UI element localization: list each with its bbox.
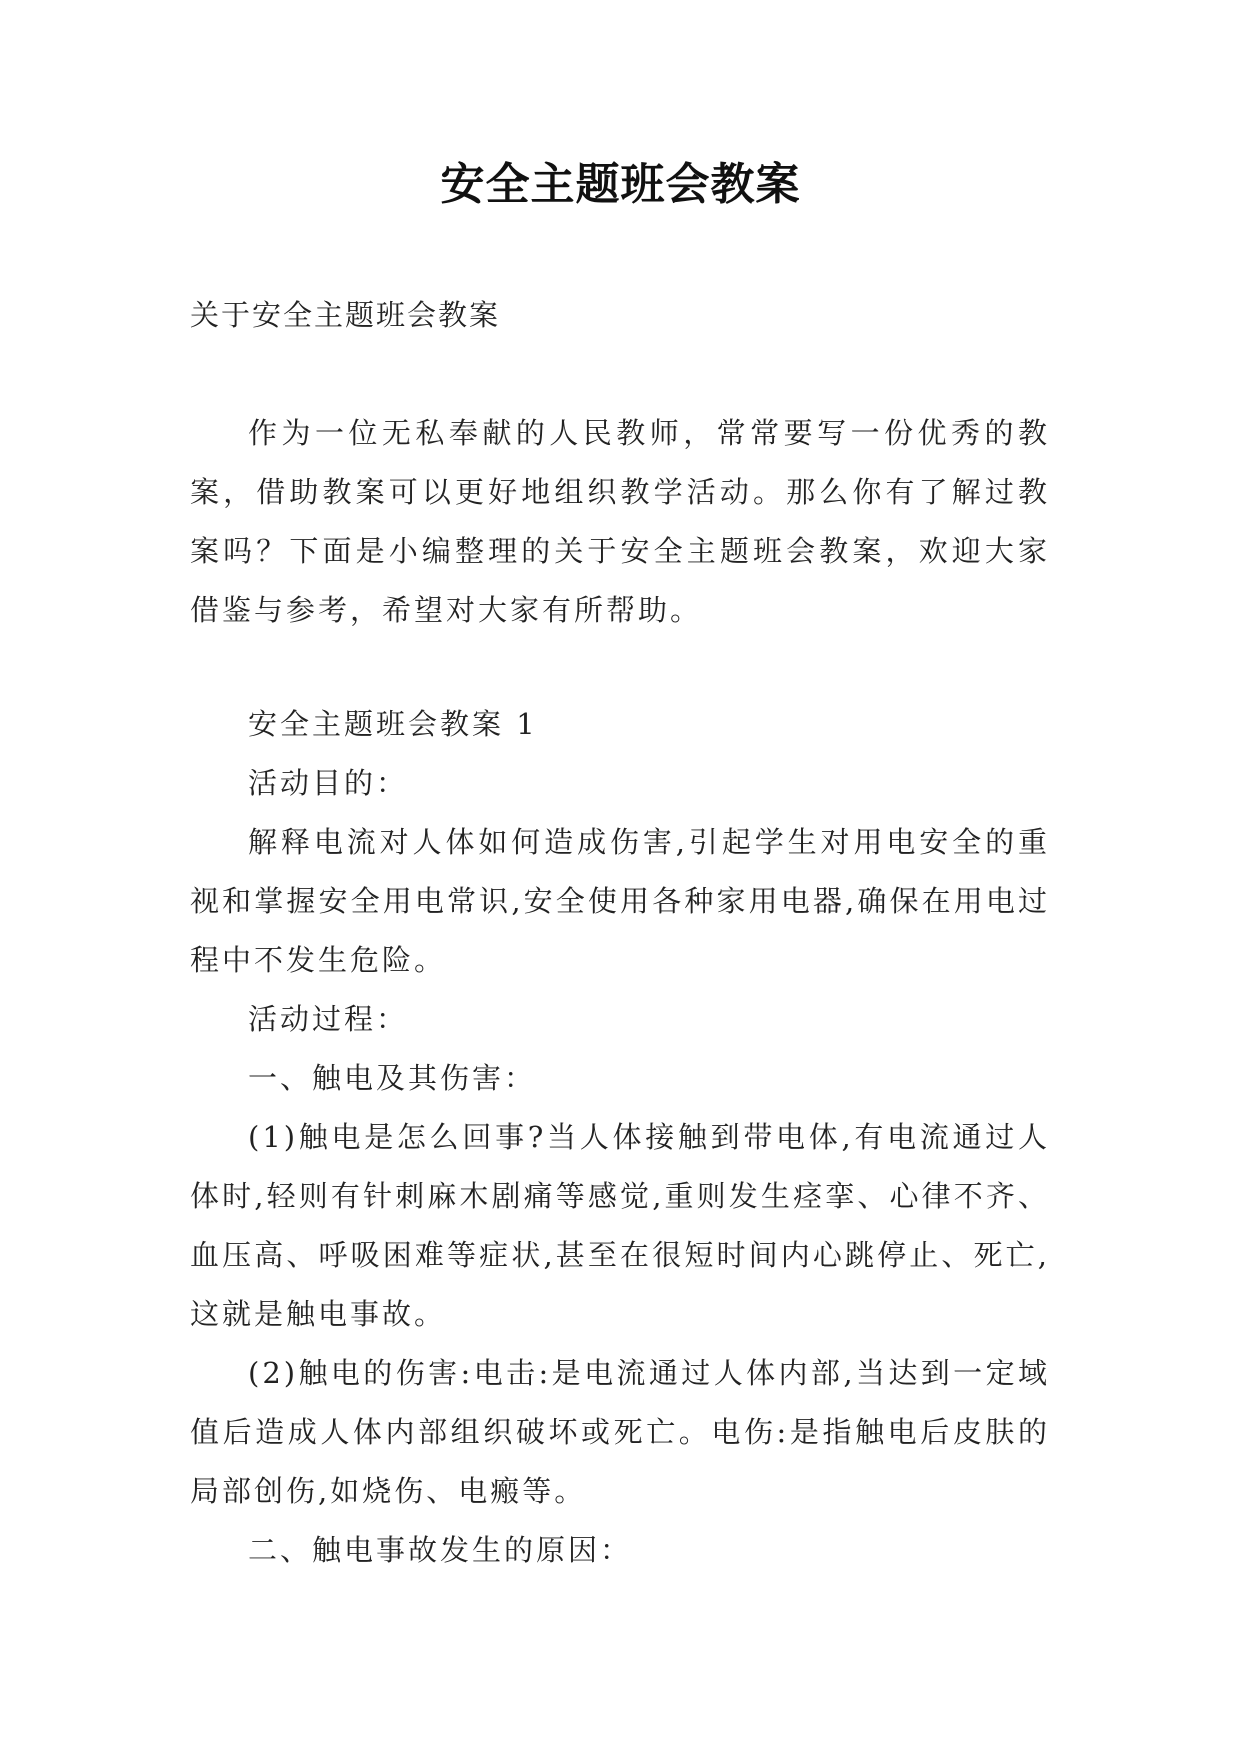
process-label: 活动过程： [248,1002,409,1036]
part1-heading: 一、触电及其伤害： [248,1061,537,1095]
goal-paragraph: 解释电流对人体如何造成伤害,引起学生对用电安全的重视和掌握安全用电常识,安全使用各种家用电器,确保在用电过程中不发生危险。 [190,825,1050,977]
document-title: 安全主题班会教案 [440,159,801,210]
document-subtitle: 关于安全主题班会教案 [190,298,501,332]
goal-label: 活动目的： [248,766,409,800]
section-title: 安全主题班会教案 1 [248,707,538,741]
part1-paragraph-1: (1)触电是怎么回事?当人体接触到带电体,有电流通过人体时,轻则有针刺麻木剧痛等感觉,重则发生痉挛、心律不齐、血压高、呼吸困难等症状,甚至在很短时间内心跳停止、死亡,这就是触电事故。 [190,1120,1050,1331]
part2-heading: 二、触电事故发生的原因： [248,1533,633,1567]
part1-paragraph-2: (2)触电的伤害:电击:是电流通过人体内部,当达到一定域值后造成人体内部组织破坏或死亡。电伤:是指触电后皮肤的局部创伤,如烧伤、电瘢等。 [190,1356,1050,1508]
intro-paragraph: 作为一位无私奉献的人民教师，常常要写一份优秀的教案，借助教案可以更好地组织教学活动。那么你有了解过教案吗？下面是小编整理的关于安全主题班会教案，欢迎大家借鉴与参考，希望对大家有所帮助。 [190,416,1050,627]
